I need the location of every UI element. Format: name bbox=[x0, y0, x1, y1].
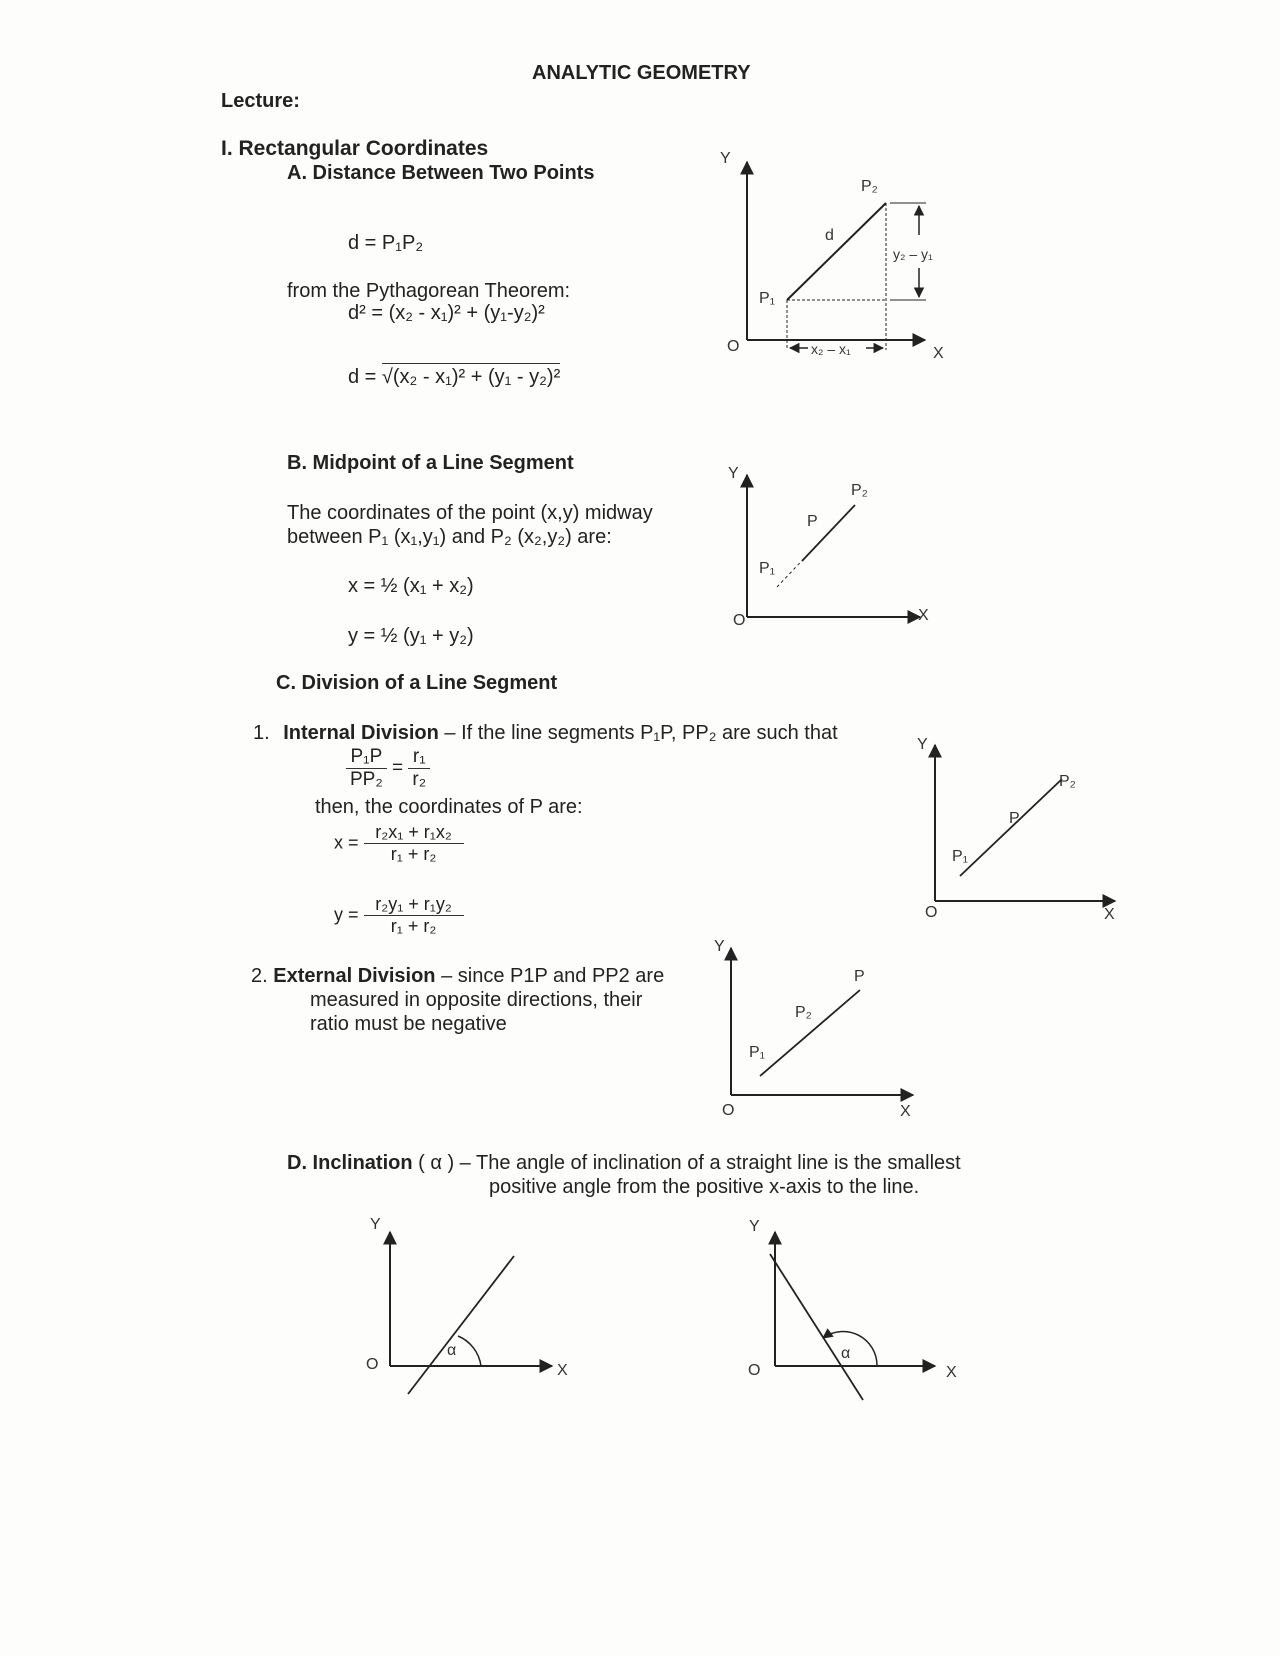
midpoint-text-1: The coordinates of the point (x,y) midway bbox=[287, 502, 653, 524]
internal-y-den: r₁ + r₂ bbox=[390, 916, 437, 936]
inclination-acute-diagram bbox=[380, 1218, 560, 1378]
fig3-p2-label: P₂ bbox=[1059, 773, 1076, 790]
distance-formula-3-lhs: d = bbox=[348, 366, 377, 388]
external-division-text-3: ratio must be negative bbox=[310, 1013, 507, 1035]
fig6-y-label: Y bbox=[749, 1218, 760, 1235]
fig5-y-label: Y bbox=[370, 1216, 381, 1233]
fig1-y-label: Y bbox=[720, 150, 731, 167]
fig3-x-label: X bbox=[1104, 906, 1115, 923]
lecture-label: Lecture: bbox=[221, 90, 300, 112]
subheading-distance: A. Distance Between Two Points bbox=[287, 162, 595, 184]
distance-formula-2: d² = (x₂ - x₁)² + (y₁-y₂)² bbox=[348, 302, 545, 324]
midpoint-formula-y: y = ½ (y₁ + y₂) bbox=[348, 625, 474, 647]
internal-y-formula bbox=[334, 894, 464, 937]
external-division-line bbox=[251, 965, 664, 988]
fig1-p2-label: P₂ bbox=[861, 178, 878, 195]
page-title: ANALYTIC GEOMETRY bbox=[532, 62, 751, 84]
internal-x-num: r₂x₁ + r₁x₂ bbox=[364, 822, 464, 844]
fig5-x-label: X bbox=[557, 1362, 568, 1379]
internal-x-den: r₁ + r₂ bbox=[390, 844, 437, 864]
inclination-symbol: ( α ) bbox=[412, 1152, 460, 1174]
fig2-x-label: X bbox=[918, 607, 929, 624]
internal-division-text: – If the line segments P₁P, PP₂ are such that bbox=[438, 722, 838, 744]
internal-division-line bbox=[253, 722, 838, 745]
fig2-p2-label: P₂ bbox=[851, 482, 868, 499]
midpoint-text-2: between P₁ (x₁,y₁) and P₂ (x₂,y₂) are: bbox=[287, 526, 612, 548]
ratio-num-left: P₁P bbox=[346, 746, 387, 769]
fig3-p1-label: P₁ bbox=[952, 848, 969, 865]
inclination-obtuse-diagram bbox=[765, 1220, 945, 1410]
external-division-number: 2. bbox=[251, 965, 268, 987]
internal-x-lhs: x = bbox=[334, 832, 359, 853]
fig1-p1-label: P₁ bbox=[759, 290, 776, 307]
fig2-y-label: Y bbox=[728, 465, 739, 482]
distance-formula-3-rhs: √(x₂ - x₁)² + (y₁ - y₂)² bbox=[382, 363, 560, 388]
external-division-term: External Division bbox=[273, 965, 436, 987]
subheading-midpoint: B. Midpoint of a Line Segment bbox=[287, 452, 574, 474]
distance-formula-1: d = P₁P₂ bbox=[348, 232, 424, 254]
inclination-line-1 bbox=[287, 1152, 961, 1175]
external-division-text-1: – since P1P and PP2 are bbox=[435, 965, 665, 987]
fig4-p2-label: P₂ bbox=[795, 1004, 812, 1021]
inclination-term: D. Inclination bbox=[287, 1152, 413, 1174]
fig4-x-label: X bbox=[900, 1103, 911, 1120]
fig1-origin-label: O bbox=[727, 338, 740, 355]
fig4-y-label: Y bbox=[714, 938, 725, 955]
internal-x-formula bbox=[334, 822, 464, 865]
section-heading-rectangular: I. Rectangular Coordinates bbox=[221, 137, 489, 160]
internal-y-lhs: y = bbox=[334, 904, 359, 925]
internal-division-term: Internal Division bbox=[283, 722, 439, 744]
fig4-p-label: P bbox=[854, 968, 865, 985]
fig2-p1-label: P₁ bbox=[759, 560, 776, 577]
ratio-den-right: r₂ bbox=[412, 769, 427, 790]
inclination-text-2: positive angle from the positive x-axis to the line. bbox=[489, 1176, 920, 1198]
fig4-origin-label: O bbox=[722, 1102, 735, 1119]
ratio-den-left: PP₂ bbox=[350, 769, 383, 790]
fig1-x-label: X bbox=[933, 345, 944, 362]
fig2-p-label: P bbox=[807, 513, 818, 530]
ratio-num-right: r₁ bbox=[408, 746, 430, 769]
midpoint-formula-x: x = ½ (x₁ + x₂) bbox=[348, 575, 474, 597]
fig3-p-label: P bbox=[1009, 810, 1020, 827]
fig1-dy-label: y₂ – y₁ bbox=[893, 246, 933, 262]
internal-y-num: r₂y₁ + r₁y₂ bbox=[364, 894, 464, 916]
fig1-dx-label: x₂ – x₁ bbox=[811, 341, 851, 357]
external-division-diagram bbox=[720, 940, 920, 1110]
external-division-text-2: measured in opposite directions, their bbox=[310, 989, 643, 1011]
fig3-y-label: Y bbox=[917, 736, 928, 753]
fig4-p1-label: P₁ bbox=[749, 1044, 766, 1061]
midpoint-diagram bbox=[730, 465, 930, 625]
internal-division-diagram bbox=[920, 735, 1120, 915]
fig3-origin-label: O bbox=[925, 904, 938, 921]
internal-then-text: then, the coordinates of P are: bbox=[315, 796, 583, 818]
fig6-alpha-label: α bbox=[841, 1345, 851, 1362]
fig1-d-label: d bbox=[825, 227, 834, 244]
internal-division-number: 1. bbox=[253, 722, 270, 744]
distance-formula-3 bbox=[348, 366, 560, 389]
fig5-origin-label: O bbox=[366, 1356, 379, 1373]
fig6-origin-label: O bbox=[748, 1362, 761, 1379]
pythagorean-text: from the Pythagorean Theorem: bbox=[287, 280, 571, 302]
ratio-equals: = bbox=[392, 757, 404, 779]
fig2-origin-label: O bbox=[733, 612, 746, 629]
fig5-alpha-label: α bbox=[447, 1342, 457, 1359]
internal-ratio bbox=[346, 746, 430, 791]
subheading-division: C. Division of a Line Segment bbox=[276, 672, 558, 694]
fig6-x-label: X bbox=[946, 1364, 957, 1381]
inclination-text-1: – The angle of inclination of a straight line is the smallest bbox=[459, 1152, 961, 1174]
